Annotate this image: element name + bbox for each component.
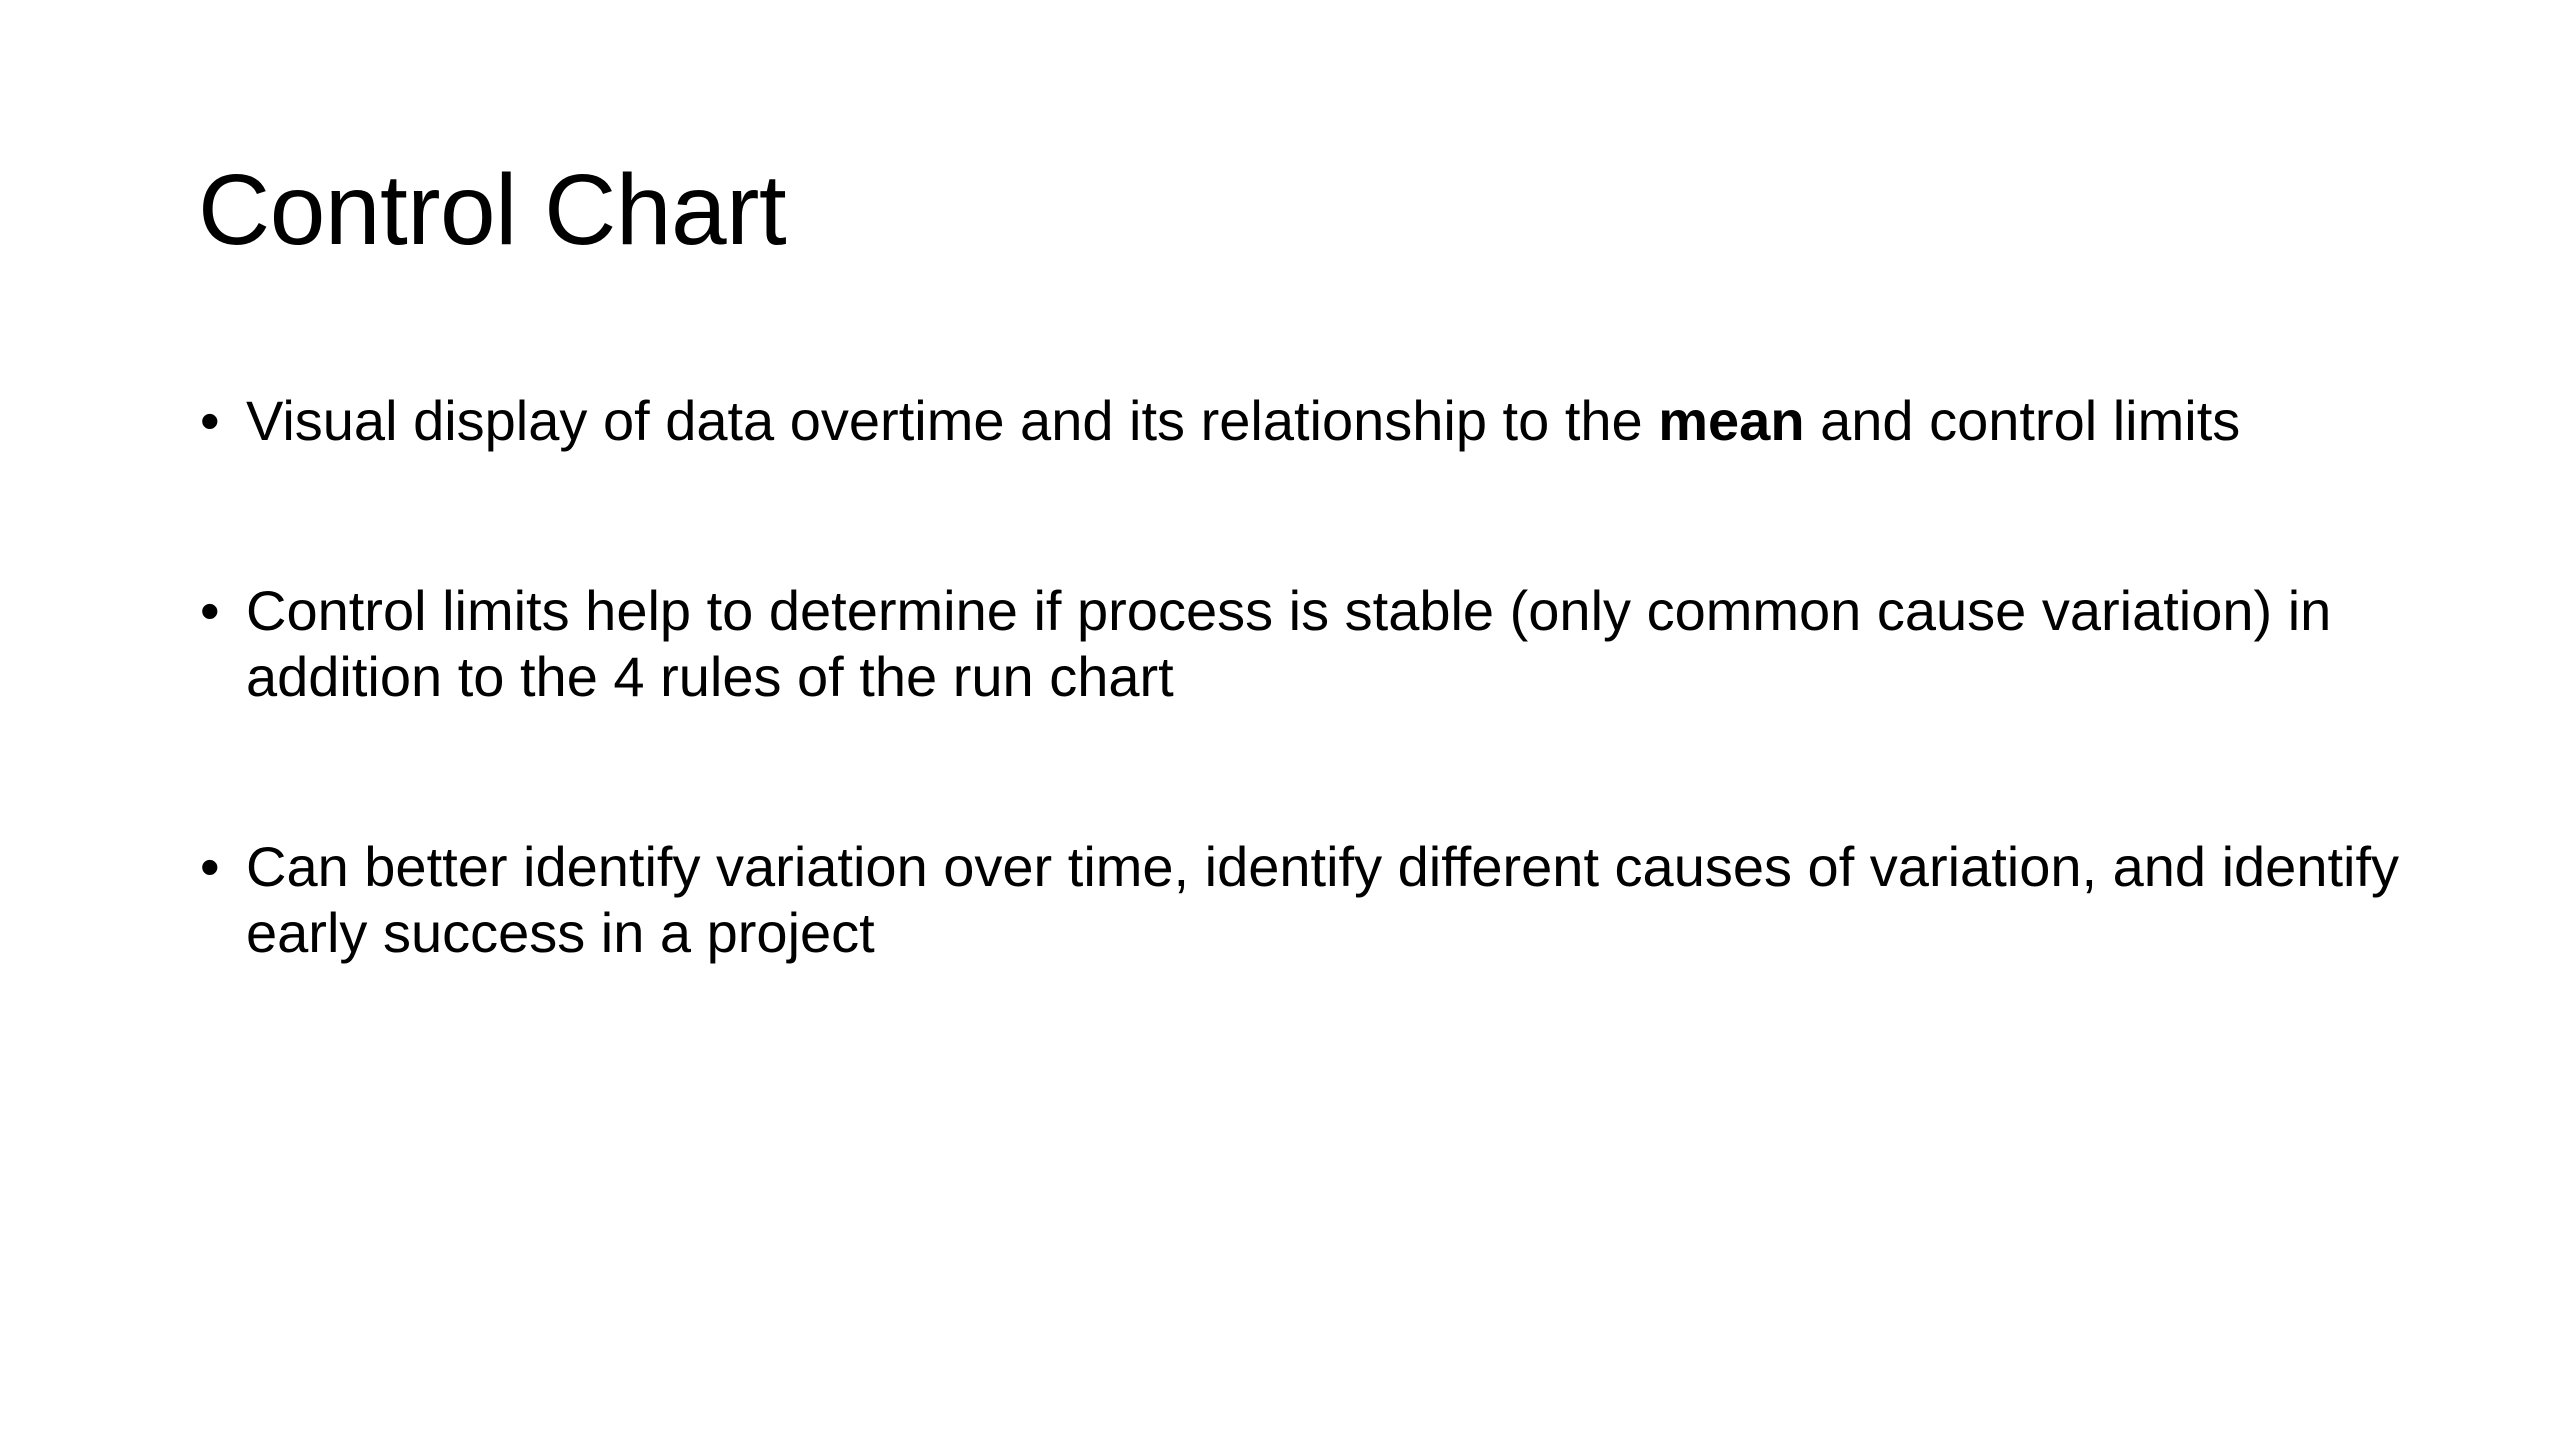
bullet-text-bold: mean: [1658, 389, 1805, 452]
slide-title: Control Chart: [198, 154, 787, 266]
bullet-text: [246, 389, 2240, 452]
bullet-dot-icon: •: [200, 579, 220, 642]
bullet-text-part: Can better identify variation over time, identify different causes of variation, and identify early success in a project: [246, 835, 2400, 964]
bullet-text-part: and control limits: [1804, 389, 2241, 452]
bullet-list: [198, 388, 2438, 1090]
bullet-item: [198, 834, 2438, 966]
bullet-text: [246, 579, 2331, 708]
bullet-text-part: Visual display of data overtime and its relationship to the: [246, 389, 1659, 452]
bullet-dot-icon: •: [200, 389, 220, 452]
bullet-item: [198, 388, 2438, 454]
bullet-text: [246, 835, 2399, 964]
bullet-dot-icon: •: [200, 835, 220, 898]
bullet-text-part: Control limits help to determine if process is stable (only common cause variation) in addition to the 4 rules of the run chart: [246, 579, 2332, 708]
bullet-item: [198, 578, 2438, 710]
